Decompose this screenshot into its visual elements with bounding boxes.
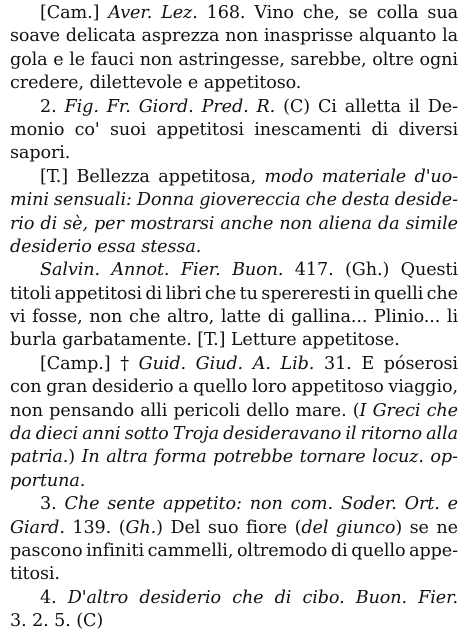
word: altro, xyxy=(166,307,215,328)
word: pensando xyxy=(49,400,135,421)
word: a xyxy=(178,377,189,398)
word: Che xyxy=(64,494,100,515)
word: Aver. xyxy=(108,3,153,23)
word: da xyxy=(10,424,32,445)
word: sensuali: xyxy=(53,190,132,211)
word: ogni xyxy=(419,49,458,70)
word: 417. xyxy=(294,260,334,281)
word: e xyxy=(53,49,64,70)
word: modo xyxy=(264,166,314,187)
text-line xyxy=(10,2,458,25)
text-line xyxy=(10,72,458,95)
word: non xyxy=(139,49,173,70)
word: che xyxy=(204,283,237,304)
text-line xyxy=(10,446,458,469)
word: (C) xyxy=(283,96,310,117)
word: gola xyxy=(10,49,48,70)
roman-text: titosi. xyxy=(10,564,60,585)
word: Vino xyxy=(254,3,294,23)
word: spereresti xyxy=(261,283,351,304)
word: se xyxy=(409,517,429,538)
word: la xyxy=(442,26,458,47)
word: infiniti xyxy=(86,540,145,561)
roman-text: burla garbatamente. [T.] Letture appetitose. xyxy=(10,330,400,351)
word: Fier. xyxy=(418,587,458,608)
word: oltremodo xyxy=(236,540,328,561)
word: e xyxy=(447,494,458,515)
word: 168. xyxy=(206,3,246,23)
word: deside- xyxy=(394,190,458,211)
word: gallina... xyxy=(291,307,368,328)
word: che xyxy=(426,400,458,421)
text-line xyxy=(10,283,458,306)
text-line xyxy=(10,563,458,586)
word: Lez. xyxy=(161,3,198,23)
word: il xyxy=(408,96,420,117)
word: dieci xyxy=(35,424,79,445)
text-line xyxy=(10,213,458,236)
word: oltre xyxy=(372,49,414,70)
word: non xyxy=(249,494,283,515)
word: D'altro xyxy=(67,587,129,608)
word: quelli xyxy=(373,283,424,304)
word: appetito: xyxy=(163,494,242,515)
text-line xyxy=(10,493,458,516)
word: tu xyxy=(239,283,258,304)
text-line xyxy=(10,119,458,142)
word: che, xyxy=(302,3,340,23)
word: [Cam.] xyxy=(40,3,100,23)
word: non xyxy=(279,213,313,234)
word: (Gh.) xyxy=(118,517,163,538)
word: sotto xyxy=(124,424,169,445)
word: quello xyxy=(193,377,248,398)
word: d'uo- xyxy=(414,166,458,187)
word: mare. xyxy=(295,400,347,421)
word: desideravano xyxy=(223,424,342,445)
word: Del xyxy=(170,517,201,538)
word: Giud. xyxy=(195,353,244,374)
word: Ort. xyxy=(404,494,440,515)
word: op- xyxy=(430,447,458,468)
text-line xyxy=(10,423,458,446)
word: pericoli xyxy=(173,400,241,421)
word: forma xyxy=(154,447,207,468)
word: locuz. xyxy=(372,447,424,468)
text-line xyxy=(10,517,458,540)
text-line xyxy=(10,376,458,399)
word: alquanto xyxy=(358,26,437,47)
word: Fig. xyxy=(64,96,99,117)
word: astringesse, xyxy=(178,49,285,70)
word: appe- xyxy=(409,540,458,561)
word: suo xyxy=(207,517,239,538)
word: altra xyxy=(106,447,148,468)
word: Soder. xyxy=(340,494,397,515)
word: Plinio... xyxy=(374,307,441,328)
word: Guid. xyxy=(138,353,186,374)
word: le xyxy=(69,49,86,70)
word: delicata xyxy=(65,26,136,47)
word: Ci xyxy=(317,96,337,117)
word: viaggio, xyxy=(388,377,458,398)
word: non xyxy=(225,26,259,47)
word: fiore xyxy=(246,517,288,538)
word: in xyxy=(353,283,371,304)
word: mostrarsi xyxy=(129,213,215,234)
word: materiale xyxy=(321,166,407,187)
word: di xyxy=(40,213,58,234)
roman-text: credere, dilettevole e appetitoso. xyxy=(10,73,302,94)
word: Buon. xyxy=(232,260,284,281)
word: potrebbe xyxy=(213,447,294,468)
word: dello xyxy=(246,400,290,421)
word: che xyxy=(426,283,458,304)
word: sua xyxy=(427,3,458,23)
word: Giord. xyxy=(138,96,194,117)
word: Giard. xyxy=(10,517,65,538)
word: monio xyxy=(10,119,65,140)
word: di xyxy=(371,119,389,140)
text-line xyxy=(10,587,458,610)
word: Pred. xyxy=(201,96,249,117)
text-line xyxy=(10,259,458,282)
word: non xyxy=(89,307,123,328)
word: co' xyxy=(74,119,100,140)
word: anni xyxy=(82,424,121,445)
text-line xyxy=(10,25,458,48)
word: com. xyxy=(290,494,333,515)
text-line xyxy=(10,189,458,212)
text-line xyxy=(10,329,458,352)
word: De- xyxy=(427,96,458,117)
word: il xyxy=(345,424,357,445)
word: desiderio xyxy=(91,377,174,398)
word: non xyxy=(10,400,43,421)
word: rio xyxy=(10,213,35,234)
word: R. xyxy=(256,96,276,117)
word: da xyxy=(377,213,400,234)
word: titoli xyxy=(10,283,52,304)
word: appetitosi xyxy=(54,283,142,304)
word: libri xyxy=(165,283,202,304)
word: In xyxy=(81,447,100,468)
text-line xyxy=(10,610,458,633)
word: per xyxy=(94,213,124,234)
word: mini xyxy=(10,190,49,211)
word: Fier. xyxy=(180,260,221,281)
word: quello xyxy=(351,540,406,561)
word: 4. xyxy=(40,587,57,608)
text-line xyxy=(10,166,458,189)
word: di xyxy=(145,283,163,304)
word: fauci xyxy=(90,49,135,70)
word: suoi xyxy=(109,119,147,140)
word: simile xyxy=(405,213,458,234)
word: pascono xyxy=(10,540,83,561)
word: diversi xyxy=(398,119,458,140)
word: aliena xyxy=(318,213,372,234)
word: 3. xyxy=(40,494,57,515)
word: (Gh.) xyxy=(345,260,390,281)
text-line xyxy=(10,142,458,165)
word: [Camp.] xyxy=(40,353,111,374)
word: sè, xyxy=(63,213,88,234)
word: A. xyxy=(252,353,271,374)
roman-text: sapori. xyxy=(10,143,71,164)
word: 31. xyxy=(323,353,352,374)
word: Greci xyxy=(372,400,421,421)
word: desta xyxy=(341,190,390,211)
text-line xyxy=(10,306,458,329)
word: desiderio xyxy=(139,587,222,608)
text-line xyxy=(10,49,458,72)
text-line xyxy=(10,540,458,563)
word: giunco) xyxy=(335,517,403,538)
word: Troja xyxy=(172,424,219,445)
word: che xyxy=(232,587,264,608)
word: con xyxy=(10,377,42,398)
word: patria.) xyxy=(10,447,76,468)
word: se xyxy=(348,3,368,23)
word: E xyxy=(361,353,375,374)
word: Salvin. xyxy=(40,260,100,281)
word: Fr. xyxy=(106,96,131,117)
word: [T.] xyxy=(40,166,69,187)
word: Donna xyxy=(136,190,195,211)
word: cammelli, xyxy=(147,540,234,561)
text-line xyxy=(10,236,458,259)
word: póserosi xyxy=(383,353,458,374)
word: che xyxy=(128,307,161,328)
word: loro xyxy=(251,377,287,398)
text-line xyxy=(10,470,458,493)
word: Buon. xyxy=(355,587,408,608)
word: ne xyxy=(436,517,458,538)
text-line xyxy=(10,353,458,376)
word: latte xyxy=(220,307,262,328)
word: tornare xyxy=(299,447,366,468)
word: Annot. xyxy=(111,260,170,281)
word: di xyxy=(267,307,285,328)
text-line xyxy=(10,96,458,119)
word: sarebbe, xyxy=(290,49,367,70)
word: gran xyxy=(46,377,88,398)
word: Questi xyxy=(400,260,458,281)
word: soave xyxy=(10,26,60,47)
word: appetitosa, xyxy=(158,166,257,187)
italic-text: portuna. xyxy=(10,470,86,491)
word: di xyxy=(330,540,348,561)
word: † xyxy=(120,353,129,374)
word: anche xyxy=(220,213,274,234)
roman-text: 3. 2. 5. (C) xyxy=(10,611,104,632)
word: di xyxy=(274,587,292,608)
italic-text: desiderio essa stessa. xyxy=(10,236,202,257)
word: asprezza xyxy=(141,26,220,47)
word: cibo. xyxy=(302,587,345,608)
word: inescamenti xyxy=(254,119,362,140)
word: fosse, xyxy=(32,307,83,328)
word: giovereccia xyxy=(199,190,301,211)
word: che xyxy=(305,190,337,211)
word: appetitosi xyxy=(156,119,244,140)
word: Lib. xyxy=(280,353,315,374)
word: ritorno xyxy=(360,424,422,445)
word: 139. xyxy=(72,517,112,538)
word: appetitoso xyxy=(291,377,384,398)
word: Bellezza xyxy=(76,166,150,187)
word: alli xyxy=(140,400,168,421)
word: alletta xyxy=(344,96,401,117)
word: sente xyxy=(107,494,156,515)
text-line xyxy=(10,400,458,423)
word: vi xyxy=(10,307,26,328)
word: 2. xyxy=(40,96,57,117)
word: inasprisse xyxy=(263,26,354,47)
word: colla xyxy=(376,3,419,23)
word: (I xyxy=(352,400,367,421)
word: alla xyxy=(426,424,458,445)
word: (del xyxy=(294,517,329,538)
word: li xyxy=(446,307,458,328)
